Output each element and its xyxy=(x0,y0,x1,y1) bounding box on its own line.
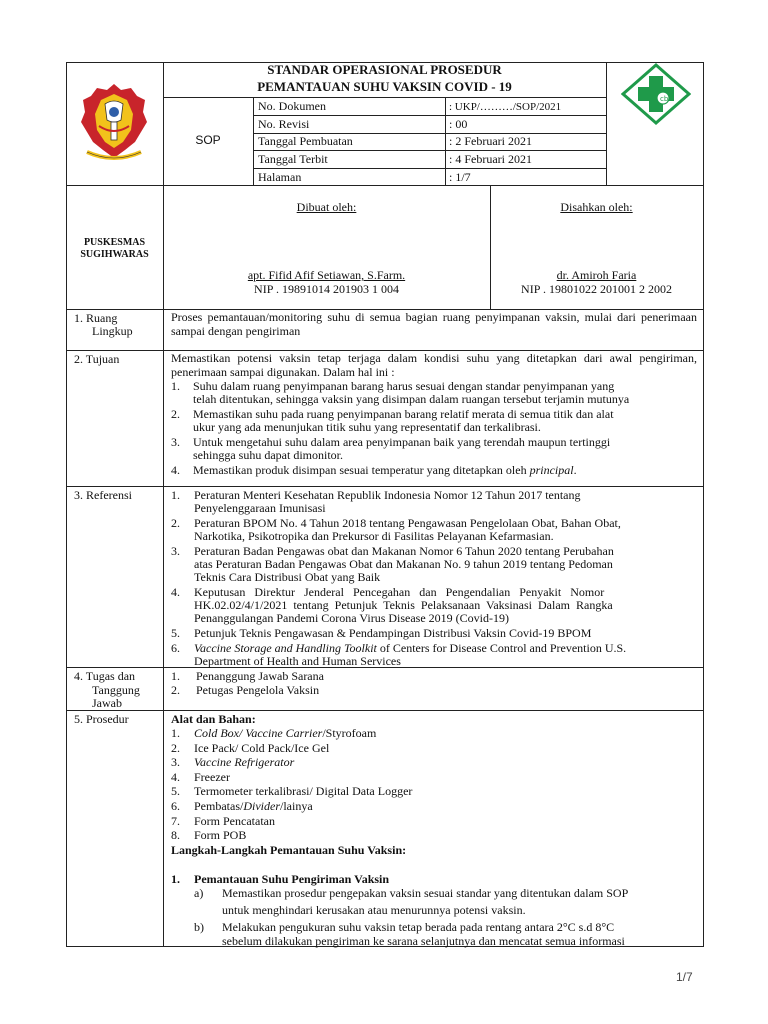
step-letter: a) xyxy=(194,886,204,900)
tool-item xyxy=(194,799,313,814)
reference-text: Peraturan Menteri Kesehatan Republik Indonesia Nomor 12 Tahun 2017 tentang xyxy=(194,488,581,502)
document-title: STANDAR OPERASIONAL PROSEDUR xyxy=(267,62,502,77)
step-text: untuk menghindari kerusakan atau menurunnya potensi vaksin. xyxy=(222,903,526,917)
org-location: SUGIHWARAS xyxy=(80,249,149,260)
tool-item: Vaccine Refrigerator xyxy=(194,755,295,769)
purpose-item-number: 3. xyxy=(171,435,180,449)
purpose-item-number: 4. xyxy=(171,463,180,477)
tool-item xyxy=(194,726,376,741)
reference-text: Penanggulangan Pandemi Corona Virus Disease 2019 (Covid-19) xyxy=(194,611,510,625)
table-line xyxy=(253,97,254,186)
substep-title: Pemantauan Suhu Pengiriman Vaksin xyxy=(194,872,390,886)
approved-by-label: Disahkan oleh: xyxy=(560,200,633,214)
reference-text: Narkotika, Psikotropika dan Prekursor di Fasilitas Pelayanan Kefarmasian. xyxy=(194,529,554,543)
section-scope-label-cont: Lingkup xyxy=(92,324,133,338)
created-date-value: : 2 Februari 2021 xyxy=(449,134,532,148)
reference-number: 4. xyxy=(171,585,180,599)
section-duties-label: 4. Tugas dan xyxy=(74,669,136,683)
org-name: PUSKESMAS xyxy=(83,237,146,248)
reference-number: 5. xyxy=(171,626,180,640)
duty-number: 1. xyxy=(171,669,180,683)
tool-item: Ice Pack/ Cold Pack/Ice Gel xyxy=(194,741,330,755)
approved-by-name: dr. Amiroh Faria xyxy=(556,268,637,282)
table-line xyxy=(66,185,704,186)
sop-label: SOP xyxy=(195,133,221,147)
table-line xyxy=(253,168,606,169)
approved-by-nip: NIP . 19801022 201001 2 2002 xyxy=(521,282,672,296)
section-scope-label: 1. Ruang xyxy=(74,311,118,325)
purpose-item-text: sehingga suhu dapat dimonitor. xyxy=(193,448,343,462)
purpose-item-text xyxy=(193,463,577,478)
tool-number: 4. xyxy=(171,770,180,784)
published-date-label: Tanggal Terbit xyxy=(258,152,328,166)
table-line xyxy=(606,62,607,186)
doc-number-value: : UKP/………/SOP/2021 xyxy=(449,101,562,113)
tool-italic: Divider xyxy=(243,799,280,813)
tool-text: /lainya xyxy=(279,799,313,813)
tool-item: Form POB xyxy=(194,828,247,842)
reference-text: Peraturan BPOM No. 4 Tahun 2018 tentang Pengawasan Pengelolaan Obat, Bahan Obat, xyxy=(194,516,621,530)
revision-label: No. Revisi xyxy=(258,117,310,131)
section-scope-text: Proses pemantauan/monitoring suhu di semua bagian ruang penyimpanan vaksin, mulai dari penerimaan sampai dengan pengiriman xyxy=(171,310,697,338)
tool-text: Pembatas/ xyxy=(194,799,244,813)
tool-number: 5. xyxy=(171,784,180,798)
svg-text:cb: cb xyxy=(660,95,669,103)
steps-title: Langkah-Langkah Pemantauan Suhu Vaksin: xyxy=(171,843,407,857)
reference-text: Petunjuk Teknis Pengawasan & Pendampingan Distribusi Vaksin Covid-19 BPOM xyxy=(194,626,592,640)
tool-number: 2. xyxy=(171,741,180,755)
table-line xyxy=(163,97,606,98)
tool-number: 8. xyxy=(171,828,180,842)
section-procedure-label: 5. Prosedur xyxy=(74,712,129,726)
reference-text: Teknis Cara Distribusi Obat yang Baik xyxy=(194,570,381,584)
section-purpose-intro: Memastikan potensi vaksin tetap terjaga dalam kondisi suhu yang ditetapkan dari awal pengiriman, penerimaan sampai digunakan. Dalam hal ini : xyxy=(171,351,697,379)
tool-number: 1. xyxy=(171,726,180,740)
reference-number: 2. xyxy=(171,516,180,530)
purpose-item-text: Untuk mengetahui suhu dalam area penyimpanan baik yang terendah maupun tertinggi xyxy=(193,435,611,449)
reference-text: Keputusan Direktur Jenderal Pencegahan dan Pengendalian Penyakit Nomor xyxy=(194,585,605,599)
reference-number: 6. xyxy=(171,641,180,655)
reference-text: atas Peraturan Badan Pengawas Obat dan Makanan No. 9 tahun 2019 tentang Pedoman xyxy=(194,557,613,571)
duty-text: Penanggung Jawab Sarana xyxy=(196,669,324,683)
tool-number: 6. xyxy=(171,799,180,813)
revision-value: : 00 xyxy=(449,117,468,131)
duty-text: Petugas Pengelola Vaksin xyxy=(196,683,320,697)
tool-item: Form Pencatatan xyxy=(194,814,275,828)
tool-number: 3. xyxy=(171,755,180,769)
reference-text: Penyelenggaraan Imunisasi xyxy=(194,501,326,515)
section-duties-label-cont: Jawab xyxy=(92,696,122,710)
published-date-value: : 4 Februari 2021 xyxy=(449,152,532,166)
tool-text: /Styrofoam xyxy=(322,726,377,740)
purpose-item-number: 2. xyxy=(171,407,180,421)
purpose-item4-text: Memastikan produk disimpan sesuai temperatur yang ditetapkan oleh xyxy=(193,463,530,477)
reference-text: Peraturan Badan Pengawas obat dan Makanan Nomor 6 Tahun 2020 tentang Perubahan xyxy=(194,544,614,558)
puskesmas-cross-logo xyxy=(621,63,691,125)
reference-number: 3. xyxy=(171,544,180,558)
table-border-left xyxy=(66,62,67,947)
purpose-item-text: Memastikan suhu pada ruang penyimpanan barang relatif merata di semua titik dan alat xyxy=(193,407,614,421)
table-line xyxy=(445,97,446,186)
step-text: sebelum dilakukan pengiriman ke sarana selanjutnya dan mencatat semua informasi xyxy=(222,934,625,948)
made-by-nip: NIP . 19891014 201903 1 004 xyxy=(254,282,399,296)
substep-number: 1. xyxy=(171,872,180,886)
step-text: Melakukan pengukuran suhu vaksin tetap berada pada rentang antara 2°C s.d 8°C xyxy=(222,920,615,934)
duty-number: 2. xyxy=(171,683,180,697)
doc-number-label: No. Dokumen xyxy=(258,99,326,113)
made-by-label: Dibuat oleh: xyxy=(296,200,357,214)
table-line xyxy=(163,62,164,947)
tools-title: Alat dan Bahan: xyxy=(171,712,256,726)
step-text: Memastikan prosedur pengepakan vaksin sesuai standar yang ditentukan dalam SOP xyxy=(222,886,629,900)
reference6-italic: Vaccine Storage and Handling Toolkit xyxy=(194,641,377,655)
purpose-item4-italic: principal xyxy=(529,463,574,477)
purpose-item-number: 1. xyxy=(171,379,180,393)
purpose-item-text: Suhu dalam ruang penyimpanan barang harus sesuai dengan standar penyimpanan yang xyxy=(193,379,615,393)
section-duties-label-cont: Tanggung xyxy=(92,683,140,697)
document-subtitle: PEMANTAUAN SUHU VAKSIN COVID - 19 xyxy=(257,79,512,94)
reference-text: Department of Health and Human Services xyxy=(194,654,401,668)
section-references-label: 3. Referensi xyxy=(74,488,132,502)
tool-italic: Cold Box/ Vaccine Carrier xyxy=(194,726,323,740)
regency-emblem-logo xyxy=(75,80,153,164)
made-by-name: apt. Fifid Afif Setiawan, S.Farm. xyxy=(247,268,406,282)
table-line xyxy=(253,150,606,151)
page-label: Halaman xyxy=(258,170,302,184)
reference6-rest: of Centers for Disease Control and Prevention U.S. xyxy=(376,641,627,655)
purpose-item-text: telah ditentukan, sehingga vaksin yang disimpan dalam ruangan tersebut terjamin mutunya xyxy=(193,392,630,406)
table-border-right xyxy=(703,62,704,947)
table-line xyxy=(66,710,704,711)
table-line xyxy=(66,486,704,487)
section-purpose-label: 2. Tujuan xyxy=(74,352,120,366)
reference-text: HK.02.02/4/1/2021 tentang Petunjuk Teknis Pelaksanaan Vaksinasi Dalam Rangka xyxy=(194,598,613,612)
tool-item: Termometer terkalibrasi/ Digital Data Logger xyxy=(194,784,413,798)
page-number: 1/7 xyxy=(676,970,693,984)
tool-item: Freezer xyxy=(194,770,230,784)
step-letter: b) xyxy=(194,920,204,934)
page-value: : 1/7 xyxy=(449,170,471,184)
purpose-item4-end: . xyxy=(573,463,577,477)
tool-number: 7. xyxy=(171,814,180,828)
purpose-item-text: ukur yang ada menunjukan titik suhu yang representatif dan terkalibrasi. xyxy=(193,420,541,434)
reference-number: 1. xyxy=(171,488,180,502)
created-date-label: Tanggal Pembuatan xyxy=(258,134,353,148)
table-line xyxy=(253,115,606,116)
